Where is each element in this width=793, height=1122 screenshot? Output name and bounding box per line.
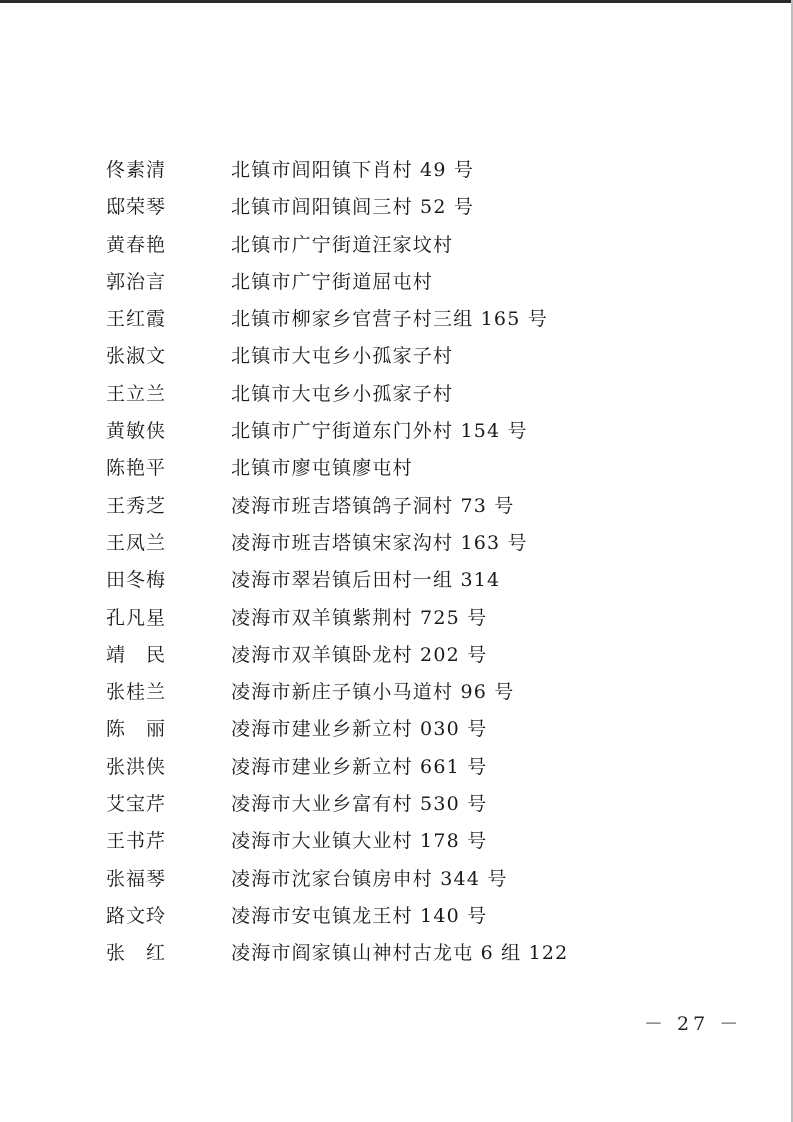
- list-item: [0, 600, 793, 637]
- list-item: [0, 227, 793, 264]
- list-item: [0, 562, 793, 599]
- person-address: 凌海市新庄子镇小马道村 96 号: [231, 681, 515, 704]
- list-item: [0, 301, 793, 338]
- person-address: 北镇市廖屯镇廖屯村: [231, 457, 413, 480]
- list-item: [0, 189, 793, 226]
- person-name: 艾宝芹: [106, 793, 167, 816]
- person-name: 陈艳平: [106, 457, 167, 480]
- person-address: 凌海市建业乡新立村 661 号: [231, 755, 488, 778]
- list-item: [0, 711, 793, 748]
- person-address: 凌海市双羊镇卧龙村 202 号: [231, 643, 488, 666]
- person-address: 北镇市广宁街道东门外村 154 号: [231, 420, 528, 443]
- list-item: [0, 674, 793, 711]
- person-address: 北镇市柳家乡官营子村三组 165 号: [231, 308, 548, 331]
- list-item: [0, 935, 793, 972]
- person-name: 佟素清: [106, 159, 167, 181]
- person-address: 凌海市大业乡富有村 530 号: [231, 793, 488, 816]
- list-item: [0, 525, 793, 562]
- list-item: [0, 413, 793, 450]
- person-name: 田冬梅: [106, 569, 167, 592]
- person-name: 靖 民: [106, 643, 167, 666]
- list-item: [0, 376, 793, 413]
- person-address: 凌海市翠岩镇后田村一组 314: [231, 569, 501, 592]
- list-item: [0, 861, 793, 898]
- person-address: 凌海市沈家台镇房申村 344 号: [231, 867, 508, 890]
- person-name: 张淑文: [106, 345, 167, 368]
- person-address: 凌海市建业乡新立村 030 号: [231, 718, 488, 741]
- person-name: 孔凡星: [106, 606, 167, 629]
- person-name: 黄敏侠: [106, 420, 167, 443]
- list-item: [0, 264, 793, 301]
- person-name: 王立兰: [106, 382, 167, 405]
- person-address: 北镇市广宁街道汪家坟村: [231, 233, 454, 256]
- person-name: 张福琴: [106, 867, 167, 890]
- person-name: 王红霞: [106, 308, 167, 331]
- person-name: 王凤兰: [106, 531, 167, 554]
- person-name: 王书芹: [106, 830, 167, 853]
- list-item: [0, 749, 793, 786]
- person-name: 张 红: [106, 942, 167, 965]
- person-name: 陈 丽: [106, 718, 167, 741]
- person-name: 邸荣琴: [106, 196, 167, 219]
- person-address: 凌海市班吉塔镇鸽子洞村 73 号: [231, 494, 515, 517]
- list-item: [0, 823, 793, 860]
- person-address: 北镇市大屯乡小孤家子村: [231, 345, 454, 368]
- list-item: [0, 786, 793, 823]
- list-item: [0, 637, 793, 674]
- list-item: [0, 338, 793, 375]
- person-address: 凌海市安屯镇龙王村 140 号: [231, 904, 488, 927]
- list-item: [0, 450, 793, 487]
- person-address: 凌海市双羊镇紫荆村 725 号: [231, 606, 488, 629]
- person-name: 王秀芝: [106, 494, 167, 517]
- person-address: 凌海市大业镇大业村 178 号: [231, 830, 488, 853]
- person-address: 凌海市班吉塔镇宋家沟村 163 号: [231, 531, 528, 554]
- list-item: [0, 898, 793, 935]
- scan-border-top: [0, 0, 793, 3]
- person-address: 北镇市闾阳镇下肖村 49 号: [231, 159, 475, 181]
- name-address-list: [0, 152, 793, 973]
- list-item: [0, 152, 793, 189]
- list-item: [0, 488, 793, 525]
- person-address: 北镇市广宁街道屈屯村: [231, 270, 434, 293]
- person-name: 张洪侠: [106, 755, 167, 778]
- person-name: 张桂兰: [106, 681, 167, 704]
- person-name: 郭治言: [106, 270, 167, 293]
- person-address: 北镇市闾阳镇闾三村 52 号: [231, 196, 475, 219]
- person-address: 北镇市大屯乡小孤家子村: [231, 382, 454, 405]
- person-name: 黄春艳: [106, 233, 167, 256]
- person-name: 路文玲: [106, 904, 167, 927]
- person-address: 凌海市阎家镇山神村古龙屯 6 组 122: [231, 942, 569, 965]
- page-number: － 27 －: [644, 1013, 743, 1035]
